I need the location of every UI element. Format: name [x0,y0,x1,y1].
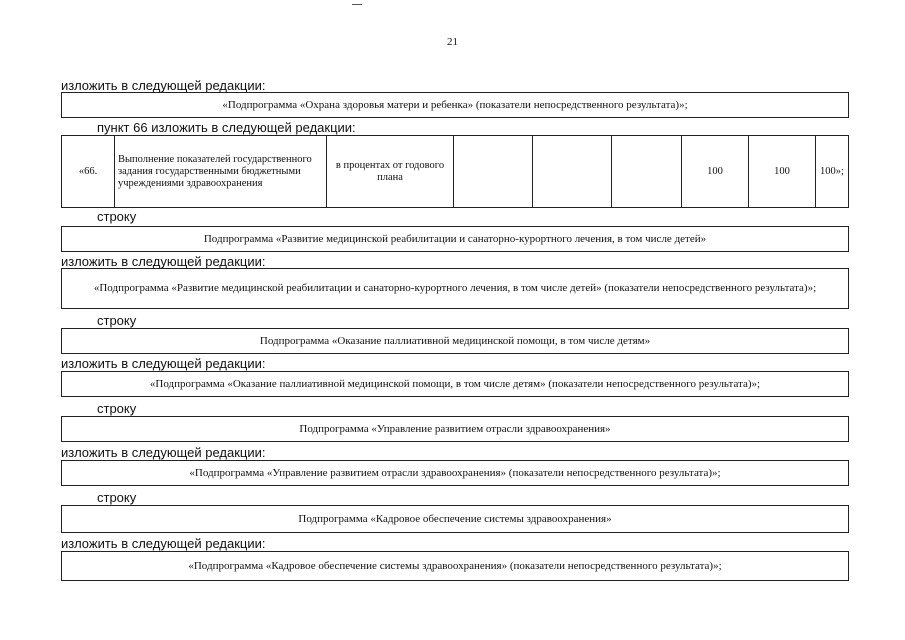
instruction-line: изложить в следующей редакции: [61,536,266,551]
instruction-line: строку [97,313,137,328]
instruction-line: изложить в следующей редакции: [61,78,266,93]
instruction-line: строку [97,209,137,224]
value-cell: 100»; [816,136,849,208]
value-cell: 100 [749,136,816,208]
empty-cell [533,136,612,208]
indicator-name-cell: Выполнение показателей государственного задания государственными бюджетными учреждениями здравоохранения [115,136,327,208]
indicator-table-row-66 [61,135,849,208]
top-mark [352,4,362,5]
instruction-line: изложить в следующей редакции: [61,356,266,371]
subprogram-box: Подпрограмма «Развитие медицинской реабилитации и санаторно-курортного лечения, в том числе детей» [61,226,849,252]
subprogram-box: Подпрограмма «Управление развитием отрасли здравоохранения» [61,416,849,442]
empty-cell [454,136,533,208]
instruction-line: строку [97,490,137,505]
instruction-line: изложить в следующей редакции: [61,445,266,460]
empty-cell [612,136,682,208]
instruction-line: изложить в следующей редакции: [61,254,266,269]
subprogram-box: «Подпрограмма «Охрана здоровья матери и ребенка» (показатели непосредственного результата)»; [61,92,849,118]
subprogram-box: Подпрограмма «Кадровое обеспечение системы здравоохранения» [61,505,849,533]
subprogram-box: Подпрограмма «Оказание паллиативной медицинской помощи, в том числе детям» [61,328,849,354]
instruction-line: пункт 66 изложить в следующей редакции: [97,120,356,135]
instruction-line: строку [97,401,137,416]
row-number-cell: «66. [62,136,115,208]
subprogram-box: «Подпрограмма «Управление развитием отрасли здравоохранения» (показатели непосредственного результата)»; [61,460,849,486]
subprogram-box: «Подпрограмма «Оказание паллиативной медицинской помощи, в том числе детям» (показатели непосредственного результата)»; [61,371,849,397]
subprogram-box: «Подпрограмма «Развитие медицинской реабилитации и санаторно-курортного лечения, в том числе детей» (показатели непосредственного результата)»; [61,268,849,309]
subprogram-box: «Подпрограмма «Кадровое обеспечение системы здравоохранения» (показатели непосредственного результата)»; [61,551,849,581]
unit-cell: в процентах от годового плана [327,136,454,208]
page-number: 21 [447,36,458,48]
value-cell: 100 [682,136,749,208]
